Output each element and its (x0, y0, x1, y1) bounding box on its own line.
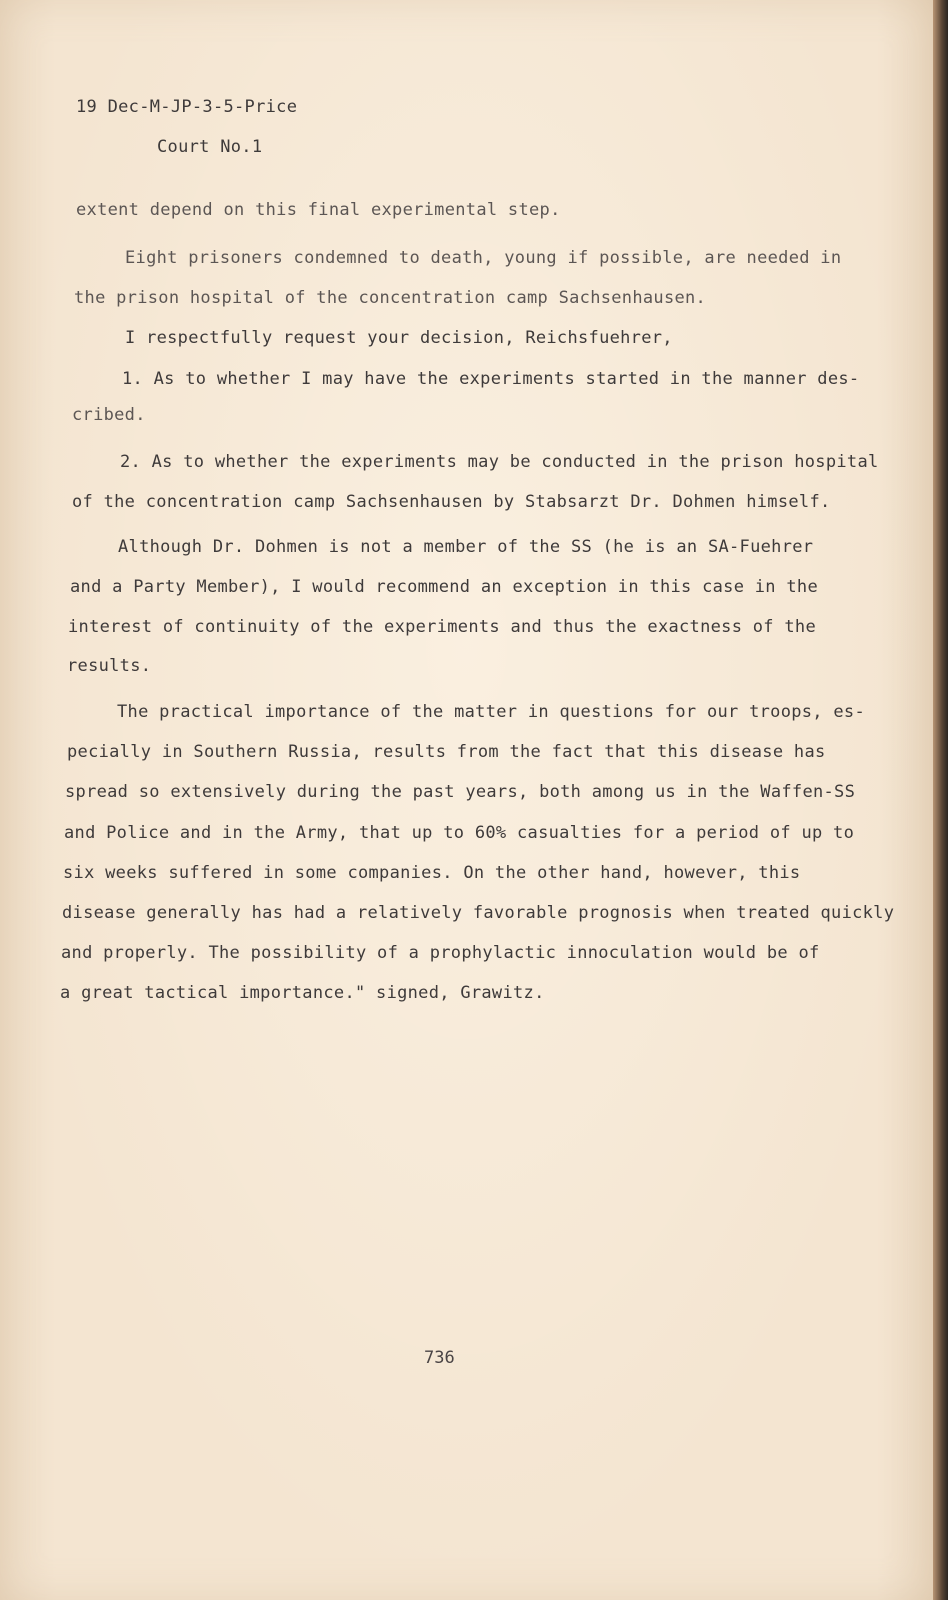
body-line: I respectfully request your decision, Reichsfuehrer, (125, 328, 673, 348)
page-edge (933, 0, 948, 1600)
body-line: results. (67, 656, 152, 676)
body-line: spread so extensively during the past years, both among us in the Waffen-SS (65, 782, 856, 802)
body-line: disease generally has had a relatively favorable prognosis when treated quickly (62, 903, 895, 923)
body-line: The practical importance of the matter in questions for our troops, es- (117, 702, 865, 722)
court-label: Court No.1 (157, 137, 263, 157)
body-line: and a Party Member), I would recommend an exception in this case in the (70, 577, 818, 597)
body-line: and properly. The possibility of a prophylactic innoculation would be of (61, 943, 820, 963)
body-line: and Police and in the Army, that up to 60% casualties for a period of up to (64, 823, 855, 843)
body-line: Although Dr. Dohmen is not a member of the SS (he is an SA-Fuehrer (118, 537, 814, 557)
page-number: 736 (424, 1348, 455, 1368)
body-line: 2. As to whether the experiments may be conducted in the prison hospital (120, 452, 879, 472)
body-line: interest of continuity of the experiments and thus the exactness of the (68, 617, 816, 637)
body-line: 1. As to whether I may have the experiments started in the manner des- (122, 369, 860, 389)
document-reference: 19 Dec-M-JP-3-5-Price (76, 97, 298, 117)
body-line: extent depend on this final experimental step. (76, 200, 561, 220)
body-line: of the concentration camp Sachsenhausen by Stabsarzt Dr. Dohmen himself. (72, 492, 831, 512)
body-line: Eight prisoners condemned to death, young if possible, are needed in (125, 248, 842, 268)
body-line: a great tactical importance." signed, Grawitz. (60, 983, 545, 1003)
body-line: pecially in Southern Russia, results from the fact that this disease has (67, 742, 826, 762)
body-line: the prison hospital of the concentration camp Sachsenhausen. (74, 288, 707, 308)
body-line: six weeks suffered in some companies. On the other hand, however, this (63, 863, 801, 883)
body-line: cribed. (72, 405, 146, 425)
